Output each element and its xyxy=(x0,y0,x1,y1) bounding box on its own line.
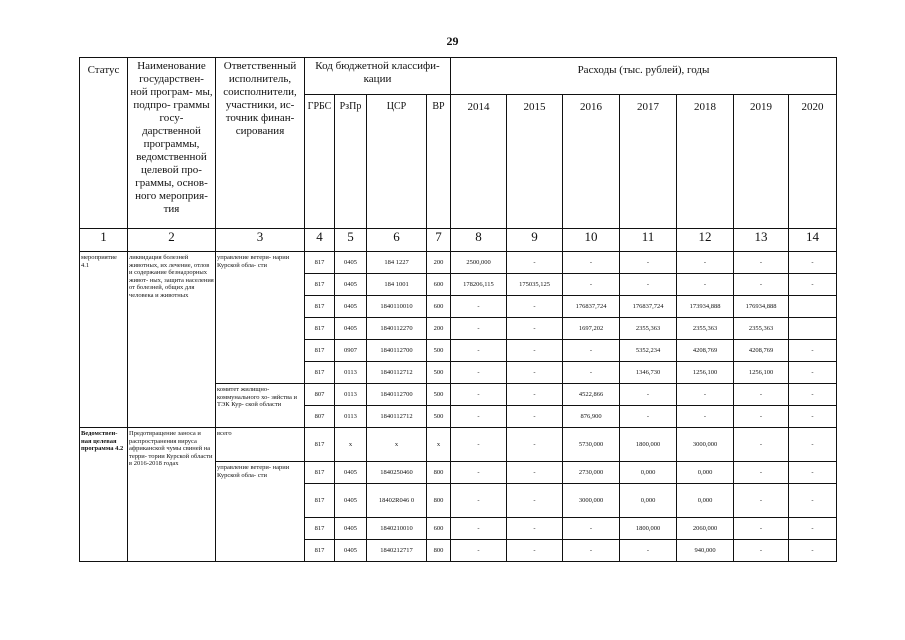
header-year: 2015 xyxy=(507,95,563,229)
cell-2018: 0,000 xyxy=(677,484,734,518)
page-number: 29 xyxy=(446,34,459,48)
cell-grbs: 817 xyxy=(305,274,335,296)
cell-csr: 1840112700 xyxy=(367,340,427,362)
cell-vr: 600 xyxy=(427,274,451,296)
cell-csr: 184 1001 xyxy=(367,274,427,296)
cell-rzpr: 0405 xyxy=(335,484,367,518)
header-code: ГРБС xyxy=(305,95,335,229)
cell-grbs: 817 xyxy=(305,540,335,562)
cell-2016: - xyxy=(563,540,620,562)
header-code: РзПр xyxy=(335,95,367,229)
cell-rzpr: 0405 xyxy=(335,296,367,318)
cell-2017: 5352,234 xyxy=(620,340,677,362)
cell-2020: - xyxy=(789,252,837,274)
cell-vr: 500 xyxy=(427,406,451,428)
cell-csr: 1840112712 xyxy=(367,406,427,428)
cell-2014: - xyxy=(451,318,507,340)
cell-2020: - xyxy=(789,406,837,428)
cell-2015: - xyxy=(507,484,563,518)
cell-2014: - xyxy=(451,406,507,428)
cell-2016: 5730,000 xyxy=(563,428,620,462)
cell-grbs: 817 xyxy=(305,252,335,274)
cell-rzpr: 0405 xyxy=(335,540,367,562)
cell-2019: - xyxy=(734,462,789,484)
cell-2020: - xyxy=(789,540,837,562)
cell-2019: - xyxy=(734,274,789,296)
cell-2014: - xyxy=(451,518,507,540)
cell-csr: 1840112700 xyxy=(367,384,427,406)
cell-2015: - xyxy=(507,428,563,462)
cell-2018: 173934,888 xyxy=(677,296,734,318)
cell-2015: 175035,125 xyxy=(507,274,563,296)
cell-vr: 500 xyxy=(427,362,451,384)
cell-2020: - xyxy=(789,484,837,518)
header-executor: Ответственный исполнитель, соисполнители, участники, ис- точник финан- сирования xyxy=(216,58,305,229)
cell-2016: - xyxy=(563,252,620,274)
cell-2014: - xyxy=(451,540,507,562)
table-row xyxy=(80,252,837,274)
column-number: 3 xyxy=(216,229,305,252)
cell-2016: - xyxy=(563,362,620,384)
cell-2016: 176837,724 xyxy=(563,296,620,318)
header-code: ВР xyxy=(427,95,451,229)
cell-rzpr: 0113 xyxy=(335,384,367,406)
cell-vr: 500 xyxy=(427,340,451,362)
cell-2015: - xyxy=(507,252,563,274)
cell-2020: - xyxy=(789,428,837,462)
cell-rzpr: 0405 xyxy=(335,252,367,274)
cell-grbs: 817 xyxy=(305,462,335,484)
cell-2019: - xyxy=(734,518,789,540)
cell-csr: 1840112270 xyxy=(367,318,427,340)
cell-2017: 1800,000 xyxy=(620,518,677,540)
cell-2018: 2355,363 xyxy=(677,318,734,340)
column-number: 13 xyxy=(734,229,789,252)
cell-2016: 1697,202 xyxy=(563,318,620,340)
header-status: Статус xyxy=(80,58,128,229)
cell-2020: - xyxy=(789,462,837,484)
column-number: 10 xyxy=(563,229,620,252)
cell-2019: - xyxy=(734,428,789,462)
cell-2014: - xyxy=(451,484,507,518)
cell-csr: 18402R046 0 xyxy=(367,484,427,518)
cell-2020: - xyxy=(789,362,837,384)
cell-rzpr: 0405 xyxy=(335,274,367,296)
cell-csr: 1840110010 xyxy=(367,296,427,318)
cell-csr: х xyxy=(367,428,427,462)
cell-2015: - xyxy=(507,384,563,406)
cell-2020: - xyxy=(789,274,837,296)
cell-2014: - xyxy=(451,340,507,362)
budget-table xyxy=(79,57,837,562)
cell-grbs: 817 xyxy=(305,340,335,362)
cell-2019: 4208,769 xyxy=(734,340,789,362)
cell-rzpr: 0907 xyxy=(335,340,367,362)
cell-2015: - xyxy=(507,340,563,362)
cell-2015: - xyxy=(507,406,563,428)
column-number: 4 xyxy=(305,229,335,252)
cell-vr: 800 xyxy=(427,540,451,562)
row-status: Ведомствен- ная целевая программа 4.2 xyxy=(80,428,128,562)
cell-2014: - xyxy=(451,384,507,406)
header-year: 2014 xyxy=(451,95,507,229)
cell-2018: - xyxy=(677,406,734,428)
cell-rzpr: 0405 xyxy=(335,462,367,484)
cell-csr: 1840210010 xyxy=(367,518,427,540)
cell-2019: 1256,100 xyxy=(734,362,789,384)
row-executor: комитет жилищно- коммунального хо- зяйства и ТЭК Кур- ской области xyxy=(216,384,305,428)
cell-vr: 600 xyxy=(427,296,451,318)
cell-2018: - xyxy=(677,252,734,274)
cell-rzpr: 0405 xyxy=(335,318,367,340)
cell-2017: - xyxy=(620,384,677,406)
cell-2018: - xyxy=(677,274,734,296)
column-number: 6 xyxy=(367,229,427,252)
cell-2017: - xyxy=(620,252,677,274)
cell-2019: - xyxy=(734,484,789,518)
column-number: 11 xyxy=(620,229,677,252)
cell-grbs: 807 xyxy=(305,406,335,428)
cell-vr: 800 xyxy=(427,484,451,518)
cell-2016: 876,900 xyxy=(563,406,620,428)
cell-grbs: 817 xyxy=(305,484,335,518)
header-code: ЦСР xyxy=(367,95,427,229)
header-year: 2016 xyxy=(563,95,620,229)
cell-2014: - xyxy=(451,462,507,484)
cell-grbs: 817 xyxy=(305,428,335,462)
column-number: 9 xyxy=(507,229,563,252)
cell-grbs: 817 xyxy=(305,362,335,384)
cell-csr: 1840112712 xyxy=(367,362,427,384)
cell-2020 xyxy=(789,318,837,340)
cell-vr: 200 xyxy=(427,252,451,274)
cell-2015: - xyxy=(507,518,563,540)
cell-2019: 176934,888 xyxy=(734,296,789,318)
cell-2015: - xyxy=(507,462,563,484)
cell-2016: 3000,000 xyxy=(563,484,620,518)
cell-2018: 2060,000 xyxy=(677,518,734,540)
cell-2020: - xyxy=(789,384,837,406)
cell-2019: - xyxy=(734,384,789,406)
header-year: 2017 xyxy=(620,95,677,229)
cell-2020 xyxy=(789,296,837,318)
cell-2020: - xyxy=(789,518,837,540)
cell-csr: 1840212717 xyxy=(367,540,427,562)
row-status: мероприятие 4.1 xyxy=(80,252,128,428)
cell-2015: - xyxy=(507,362,563,384)
column-number: 1 xyxy=(80,229,128,252)
cell-rzpr: х xyxy=(335,428,367,462)
cell-2015: - xyxy=(507,540,563,562)
cell-2018: 940,000 xyxy=(677,540,734,562)
cell-grbs: 817 xyxy=(305,296,335,318)
cell-vr: 200 xyxy=(427,318,451,340)
cell-vr: 500 xyxy=(427,384,451,406)
cell-grbs: 807 xyxy=(305,384,335,406)
cell-2018: - xyxy=(677,384,734,406)
header-year: 2019 xyxy=(734,95,789,229)
cell-rzpr: 0113 xyxy=(335,406,367,428)
cell-2018: 0,000 xyxy=(677,462,734,484)
column-number: 14 xyxy=(789,229,837,252)
cell-2015: - xyxy=(507,318,563,340)
row-executor: управление ветери- нарии Курской обла- сти xyxy=(216,462,305,562)
cell-2014: 2500,000 xyxy=(451,252,507,274)
cell-2014: 178206,115 xyxy=(451,274,507,296)
cell-vr: 600 xyxy=(427,518,451,540)
cell-rzpr: 0405 xyxy=(335,518,367,540)
cell-2014: - xyxy=(451,428,507,462)
cell-2017: 1346,730 xyxy=(620,362,677,384)
cell-2020: - xyxy=(789,340,837,362)
cell-2017: - xyxy=(620,274,677,296)
cell-csr: 184 1227 xyxy=(367,252,427,274)
cell-vr: 800 xyxy=(427,462,451,484)
cell-2017: - xyxy=(620,540,677,562)
cell-2016: - xyxy=(563,518,620,540)
cell-2016: 4522,866 xyxy=(563,384,620,406)
column-number: 8 xyxy=(451,229,507,252)
cell-2017: 0,000 xyxy=(620,462,677,484)
column-number: 12 xyxy=(677,229,734,252)
cell-2016: - xyxy=(563,340,620,362)
cell-grbs: 817 xyxy=(305,318,335,340)
table-row xyxy=(80,428,837,462)
header-year: 2018 xyxy=(677,95,734,229)
cell-2014: - xyxy=(451,296,507,318)
cell-2018: 3000,000 xyxy=(677,428,734,462)
column-number-row xyxy=(80,229,837,252)
cell-2018: 1256,100 xyxy=(677,362,734,384)
cell-2017: 1800,000 xyxy=(620,428,677,462)
column-number: 7 xyxy=(427,229,451,252)
header-name: Наименование государствен- ной програм- мы, подпро- граммы госу- дарственной программы, ведомственной целевой про- граммы, основ- ного мероприя- тия xyxy=(128,58,216,229)
row-executor: управление ветери- нарии Курской обла- сти xyxy=(216,252,305,384)
cell-2016: 2730,000 xyxy=(563,462,620,484)
cell-2018: 4208,769 xyxy=(677,340,734,362)
row-name: Предотвращение заноса и распространения вируса африканской чумы свиней на терри- тории Курской области в 2016-2018 годах xyxy=(128,428,216,562)
column-number: 2 xyxy=(128,229,216,252)
cell-2014: - xyxy=(451,362,507,384)
cell-2017: 176837,724 xyxy=(620,296,677,318)
row-name: ликвидация болезней животных, их лечение, отлов и содержание безнадзорных живот- ных, защита населения от болезней, общих для человека и животных xyxy=(128,252,216,428)
cell-2017: 0,000 xyxy=(620,484,677,518)
cell-2017: 2355,363 xyxy=(620,318,677,340)
cell-2016: - xyxy=(563,274,620,296)
cell-vr: х xyxy=(427,428,451,462)
cell-2019: - xyxy=(734,540,789,562)
header-year: 2020 xyxy=(789,95,837,229)
cell-2015: - xyxy=(507,296,563,318)
header-budget-code: Код бюджетной классифи- кации xyxy=(305,58,451,95)
header-expenses: Расходы (тыс. рублей), годы xyxy=(451,58,837,95)
cell-2019: 2355,363 xyxy=(734,318,789,340)
cell-2019: - xyxy=(734,406,789,428)
cell-2019: - xyxy=(734,252,789,274)
cell-csr: 1840250460 xyxy=(367,462,427,484)
cell-grbs: 817 xyxy=(305,518,335,540)
column-number: 5 xyxy=(335,229,367,252)
cell-rzpr: 0113 xyxy=(335,362,367,384)
row-executor-total: всего xyxy=(216,428,305,462)
cell-2017: - xyxy=(620,406,677,428)
